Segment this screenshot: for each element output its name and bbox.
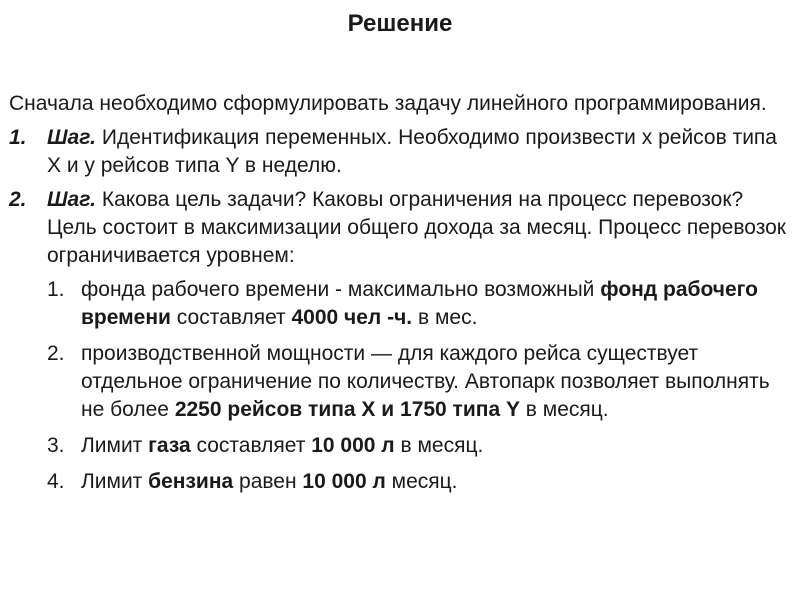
text-run: фонда рабочего времени - максимально возможный: [81, 278, 601, 301]
constraint-text: [81, 432, 794, 460]
constraint-item-1: [47, 276, 794, 332]
text-run: месяц.: [385, 470, 458, 493]
bold-run: газа: [148, 434, 191, 457]
bold-run: 10 000 л: [311, 434, 395, 457]
text-run: в мес.: [412, 306, 478, 329]
constraint-item-2: [47, 340, 794, 424]
constraint-item-3: [47, 432, 794, 460]
constraint-item-4: [47, 468, 794, 496]
step-number: 2.: [9, 188, 27, 211]
constraints-list: [47, 276, 794, 496]
slide-content: [9, 90, 794, 510]
step-body: [47, 124, 794, 180]
text-run: Лимит: [81, 434, 149, 457]
step-text: Какова цель задачи? Каковы ограничения на процесс перевозок? Цель состоит в максимизации общего дохода за месяц. Процесс перевозок ограничивается уровнем:: [47, 188, 786, 267]
step-number: 1.: [9, 126, 27, 149]
step-2: [9, 186, 794, 504]
bold-run: 4000 чел -ч.: [291, 306, 413, 329]
step-lead: Шаг.: [47, 126, 97, 149]
step-text: Идентификация переменных. Необходимо произвести x рейсов типа X и y рейсов типа Y в неделю.: [47, 126, 777, 177]
slide-title: Решение: [347, 10, 453, 37]
text-run: равен: [233, 470, 303, 493]
step-1: [9, 124, 794, 180]
bold-run: фонд рабочего времени: [81, 278, 758, 329]
step-body: [47, 186, 794, 504]
constraint-number: 1.: [47, 278, 65, 301]
bold-run: 2250 рейсов типа X и 1750 типа Y: [174, 398, 520, 421]
constraint-number: 4.: [47, 470, 65, 493]
intro-paragraph: Сначала необходимо сформулировать задачу линейного программирования.: [9, 92, 767, 115]
constraint-number: 2.: [47, 342, 65, 365]
step-lead: Шаг.: [47, 188, 97, 211]
text-run: составляет: [170, 306, 292, 329]
constraint-number: 3.: [47, 434, 65, 457]
constraint-text: [81, 340, 794, 424]
text-run: в месяц.: [394, 434, 484, 457]
constraint-text: [81, 468, 794, 496]
bold-run: 10 000 л: [302, 470, 386, 493]
text-run: Лимит: [81, 470, 149, 493]
text-run: в месяц.: [519, 398, 609, 421]
text-run: составляет: [190, 434, 312, 457]
bold-run: бензина: [148, 470, 234, 493]
text-run: производственной мощности — для каждого рейса существует отдельное ограничение по количеству. Автопарк позволяет выполнять не более: [81, 342, 770, 421]
constraint-text: [81, 276, 794, 332]
